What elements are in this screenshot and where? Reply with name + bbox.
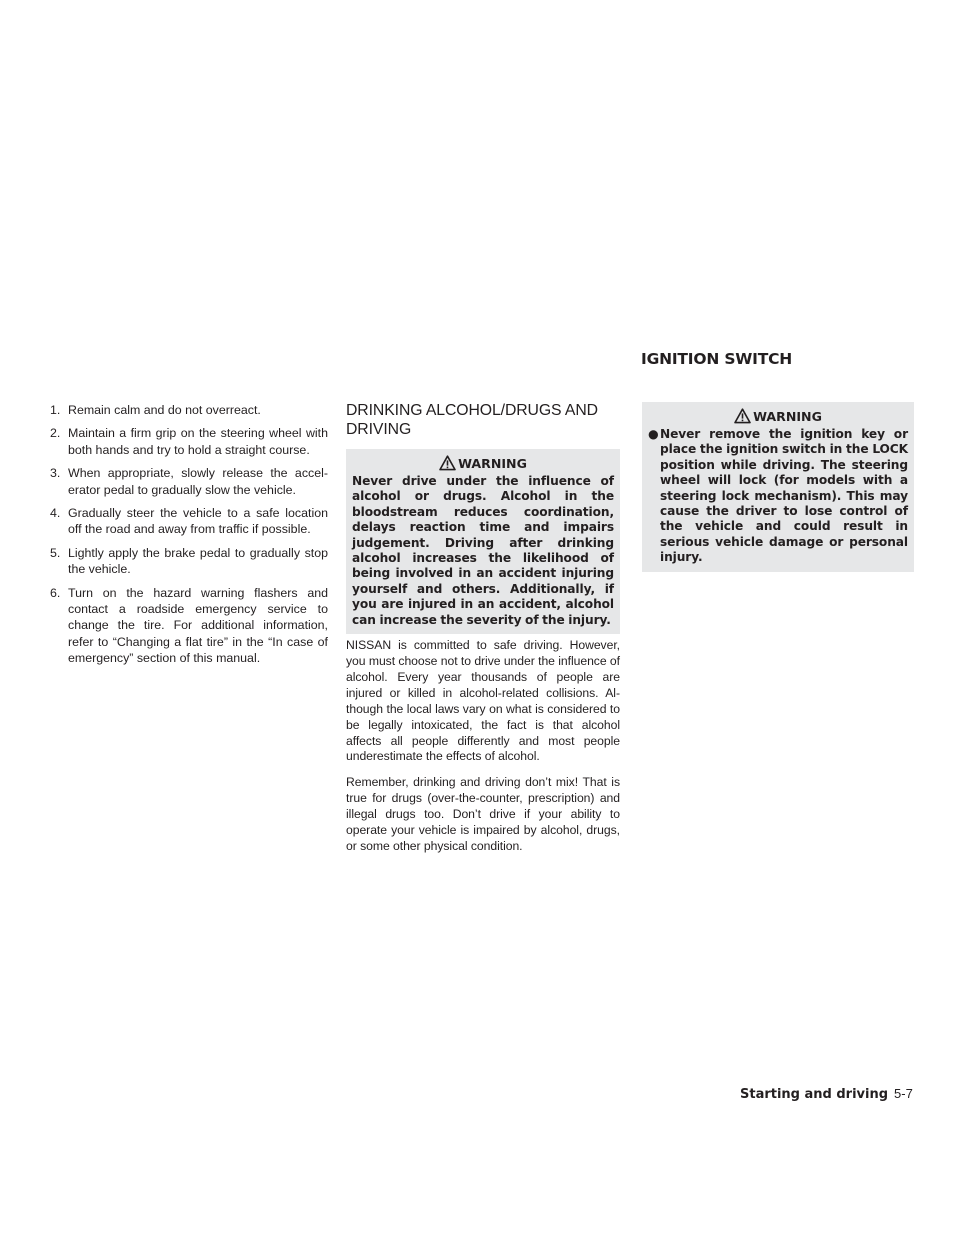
step-text: Maintain a firm grip on the steering wheel with both hands and try to hold a straight course. — [68, 426, 328, 457]
warning-bullet-list — [648, 427, 908, 566]
step-number: 6. — [50, 585, 61, 600]
drinking-heading: DRINKING ALCOHOL/DRUGS AND DRIVING — [346, 402, 598, 438]
warning-triangle-icon — [734, 408, 751, 424]
step-text: When appropriate, slowly release the accelerator pedal to gradually slow the vehicle. — [68, 466, 328, 497]
warning-label: WARNING — [458, 455, 527, 471]
step-number: 4. — [50, 506, 61, 521]
step-text: Turn on the hazard warning flashers and contact a roadside emergency service to change the tire. For additional information, refer to “Changing a flat tire” in the “In case of emergency” section of this manual. — [68, 585, 328, 666]
body-paragraph: Remember, drinking and driving don’t mix! That is true for drugs (over-the-counter, prescription) and illegal drugs too. Don’t drive if your ability to operate your vehicle is impaired by alcohol, drugs, or some other physical condition. — [346, 775, 620, 853]
page-number: 5-7 — [894, 1086, 913, 1101]
step-number: 5. — [50, 545, 61, 560]
step-item — [50, 465, 328, 498]
step-text: Gradually steer the vehicle to a safe location off the road and away from traffic if possible. — [68, 506, 328, 537]
step-item — [50, 505, 328, 538]
list-item — [648, 427, 908, 566]
step-number: 3. — [50, 466, 61, 481]
step-item — [50, 585, 328, 667]
step-number: 1. — [50, 403, 61, 417]
ignition-warning-box — [642, 402, 914, 572]
steps-list — [50, 402, 328, 667]
step-number: 2. — [50, 426, 61, 441]
body-paragraph: NISSAN is committed to safe driving. However, you must choose not to drive under the influence of alcohol. Every year thousands of people are injured or killed in alcohol-related collisions. Although the local laws vary on what is considered to be legally intoxicated, the fact is that alcohol affects all people differently and most people underestimate the effects of alcohol. — [346, 638, 620, 764]
steps-column — [50, 402, 328, 674]
warning-text: Never drive under the influence of alcohol or drugs. Alcohol in the bloodstream reduces coordination, delays reaction time and impairs judgement. Driving after drinking alcohol increases the likelihood of being involved in an accident injuring yourself and others. Additionally, if you are injured in an accident, alcohol can increase the severity of the injury. — [352, 474, 614, 627]
step-item — [50, 425, 328, 458]
warning-header — [648, 402, 908, 427]
footer-section-name: Starting and driving — [740, 1087, 889, 1102]
warning-label: WARNING — [753, 408, 822, 424]
step-text: Lightly apply the brake pedal to gradually stop the vehicle. — [68, 545, 328, 577]
warning-text: Never remove the ignition key or place the ignition switch in the LOCK position while driving. The steering wheel will lock (for models with a steering lock mechanism). This may cause the driver to lose control of the vehicle and could result in serious vehicle damage or personal injury. — [660, 427, 908, 565]
warning-header — [352, 449, 614, 474]
step-item — [50, 545, 328, 578]
page-footer — [740, 1086, 930, 1102]
section-title: IGNITION SWITCH — [641, 350, 793, 368]
step-text: Remain calm and do not overreact. — [68, 403, 261, 417]
warning-triangle-icon — [439, 455, 456, 471]
drinking-warning-box — [346, 449, 620, 634]
step-item — [50, 402, 328, 418]
ignition-column — [642, 402, 914, 572]
drinking-column — [346, 402, 620, 865]
bullet-icon: ● — [648, 427, 659, 441]
